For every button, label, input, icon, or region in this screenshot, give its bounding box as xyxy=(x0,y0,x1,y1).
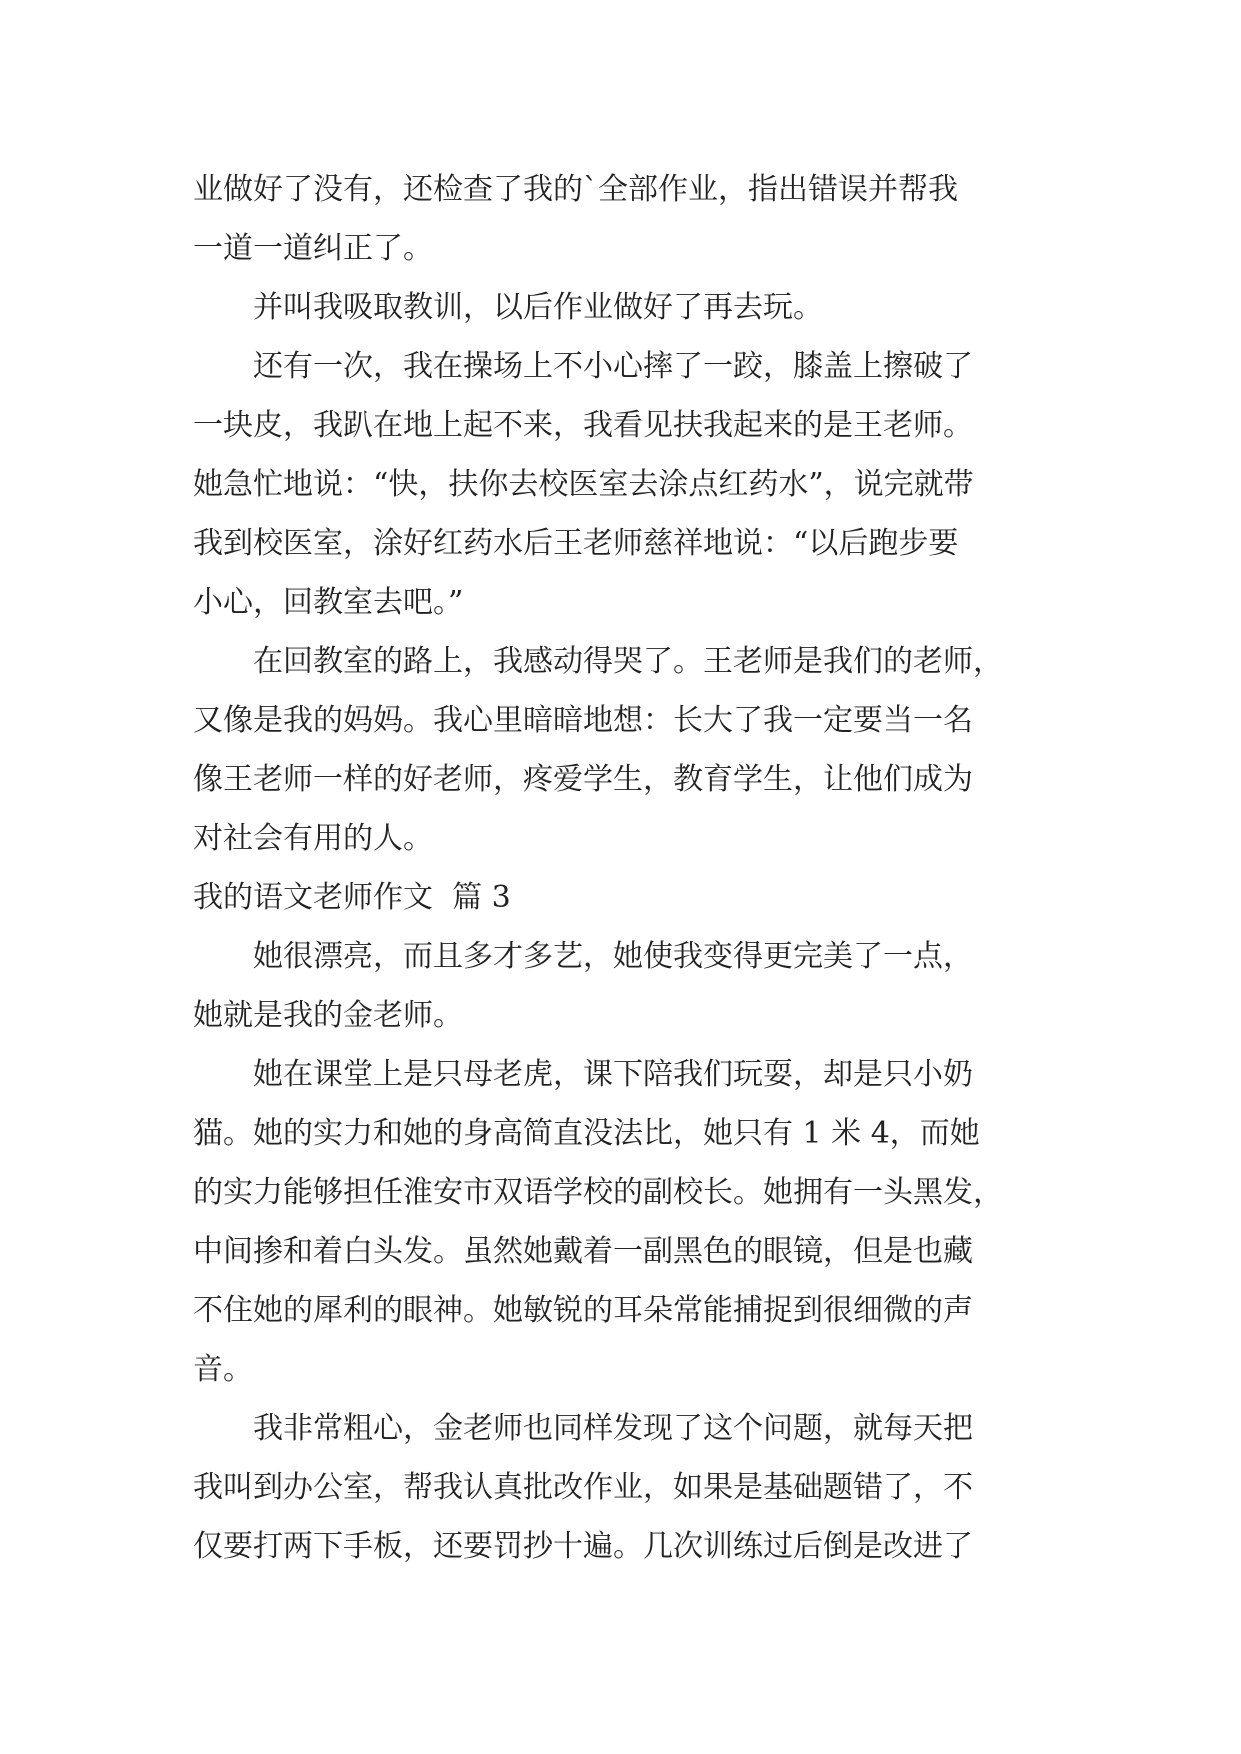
text-line: 我叫到办公室，帮我认真批改作业，如果是基础题错了，不 xyxy=(193,1470,973,1505)
text-line: 仅要打两下手板，还要罚抄十遍。几次训练过后倒是改进了 xyxy=(193,1529,973,1564)
text-line: 她在课堂上是只母老虎，课下陪我们玩耍，却是只小奶 xyxy=(193,1057,973,1092)
paragraph xyxy=(193,1045,1073,1399)
paragraph xyxy=(193,632,1073,868)
paragraph xyxy=(193,927,1073,1045)
text-line: 中间掺和着白头发。虽然她戴着一副黑色的眼镜，但是也藏 xyxy=(193,1234,973,1269)
text-line: 业做好了没有，还检查了我的`全部作业，指出错误并帮我 xyxy=(193,172,958,207)
text-line: 音。 xyxy=(193,1352,253,1387)
text-line: 不住她的犀利的眼神。她敏锐的耳朵常能捕捉到很细微的声 xyxy=(193,1293,973,1328)
paragraph xyxy=(193,1399,1073,1576)
paragraph xyxy=(193,278,1073,337)
text-line: 又像是我的妈妈。我心里暗暗地想：长大了我一定要当一名 xyxy=(193,703,973,738)
text-line: 一道一道纠正了。 xyxy=(193,231,433,266)
text-line: 对社会有用的人。 xyxy=(193,821,433,856)
text-line: 在回教室的路上，我感动得哭了。王老师是我们的老师， xyxy=(193,644,1003,679)
text-line: 她就是我的金老师。 xyxy=(193,998,463,1033)
text-line: 她很漂亮，而且多才多艺，她使我变得更完美了一点， xyxy=(193,939,973,974)
text-line: 像王老师一样的好老师，疼爱学生，教育学生，让他们成为 xyxy=(193,762,973,797)
paragraph xyxy=(193,337,1073,632)
text-line: 一块皮，我趴在地上起不来，我看见扶我起来的是王老师。 xyxy=(193,408,973,443)
text-line: 我非常粗心，金老师也同样发现了这个问题，就每天把 xyxy=(193,1411,973,1446)
text-line: 她急忙地说：“快，扶你去校医室去涂点红药水”，说完就带 xyxy=(193,467,974,502)
text-line: 猫。她的实力和她的身高简直没法比，她只有 1 米 4，而她 xyxy=(193,1116,980,1151)
paragraph xyxy=(193,160,1073,278)
text-line: 还有一次，我在操场上不小心摔了一跤，膝盖上擦破了 xyxy=(193,349,973,384)
text-line: 的实力能够担任淮安市双语学校的副校长。她拥有一头黑发， xyxy=(193,1175,1003,1210)
text-line: 并叫我吸取教训，以后作业做好了再去玩。 xyxy=(193,290,823,325)
section-heading: 我的语文老师作文 篇 3 xyxy=(193,880,511,915)
document-body xyxy=(193,160,1073,1576)
text-line: 我到校医室，涂好红药水后王老师慈祥地说：“以后跑步要 xyxy=(193,526,959,561)
text-line: 小心，回教室去吧。” xyxy=(193,585,464,620)
